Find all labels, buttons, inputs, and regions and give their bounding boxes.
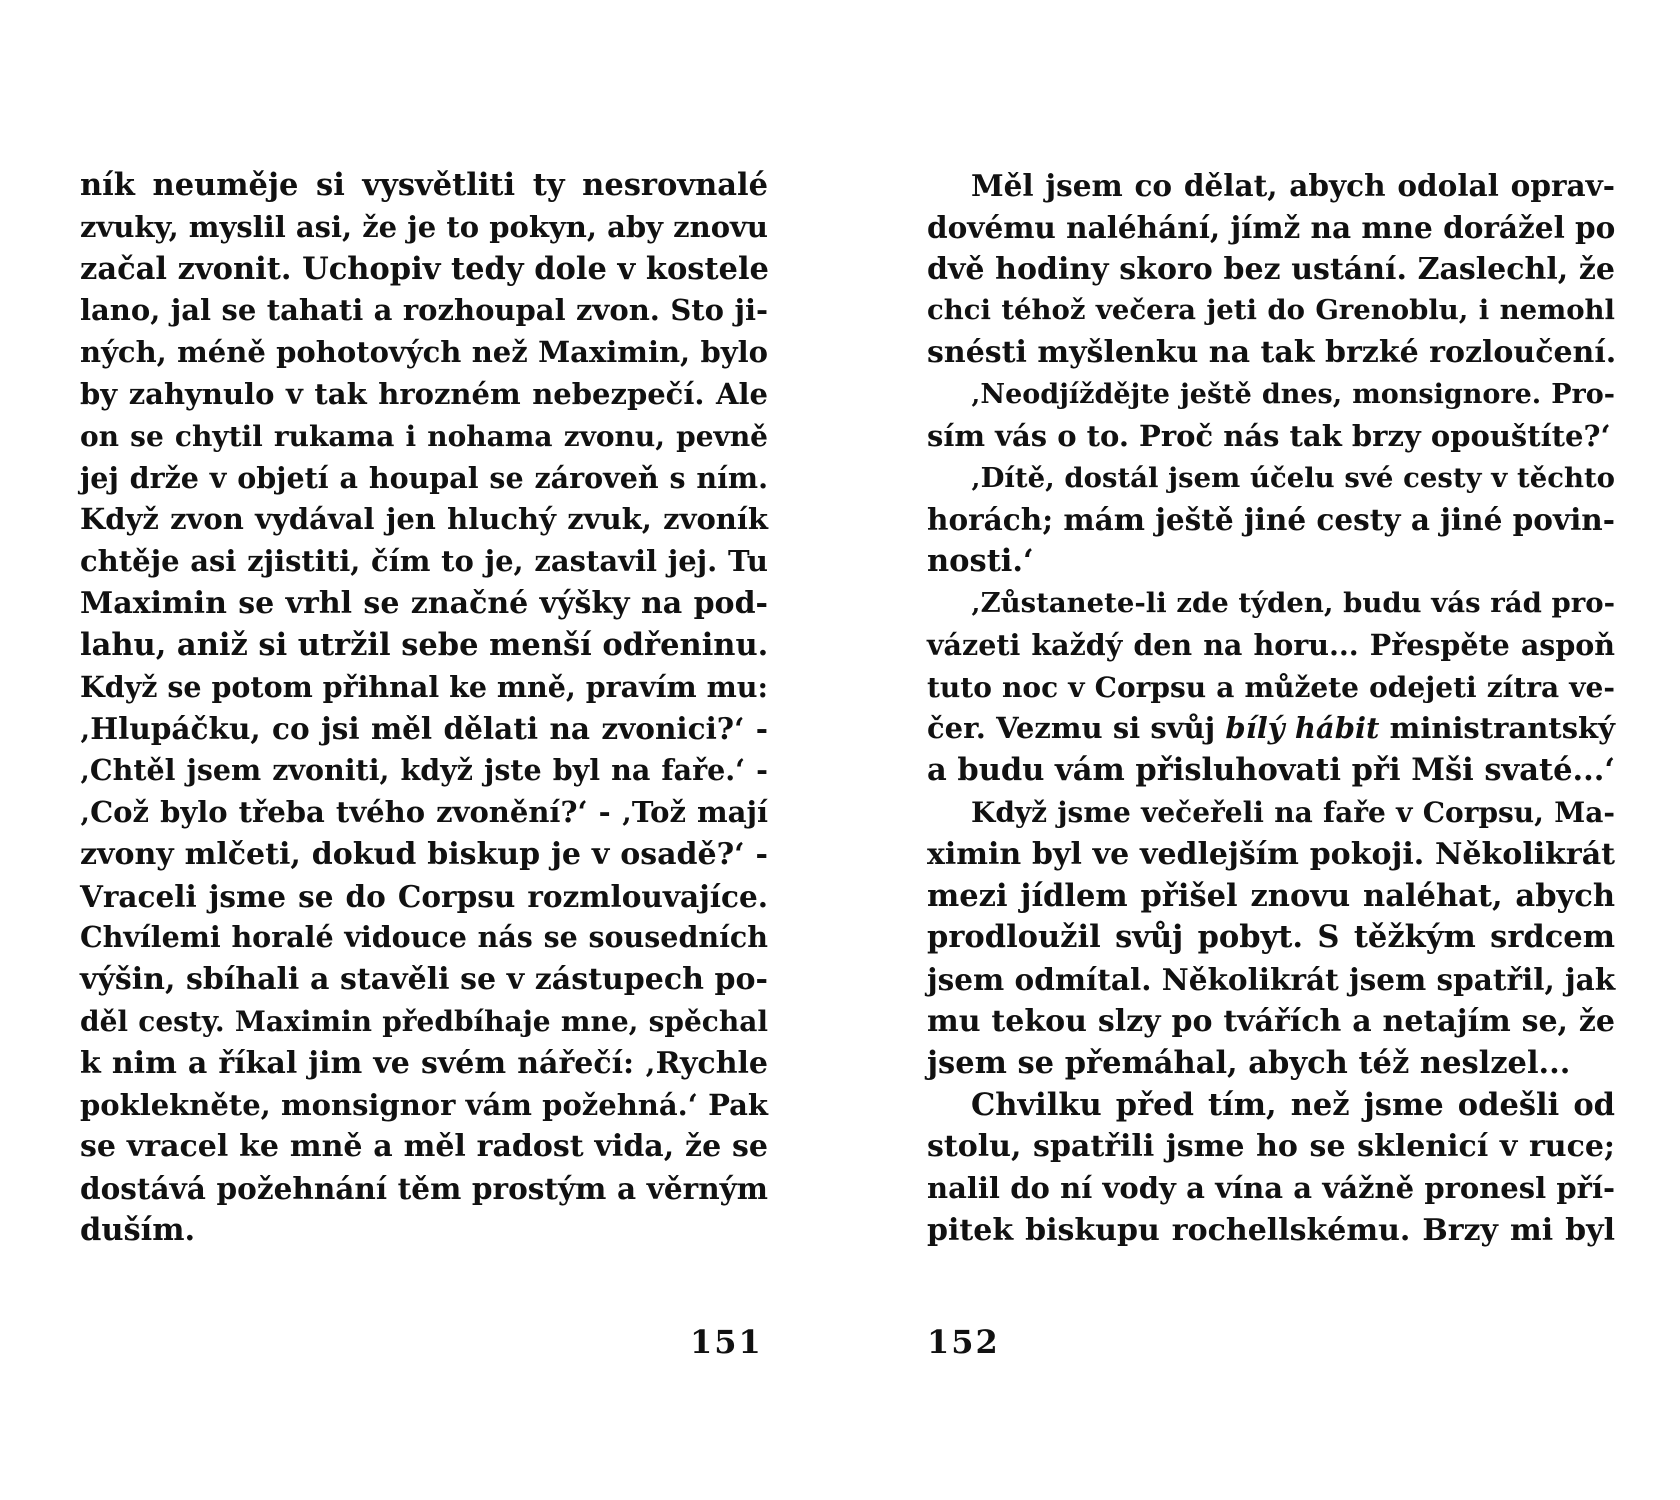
- text-line: nosti.‘: [927, 543, 1034, 580]
- text-line: Maximin se vrhl se značné výšky na pod-: [80, 585, 768, 621]
- text-line: jsem odmítal. Několikrát jsem spatřil, jak: [927, 962, 1616, 998]
- text-line: ‚Hlupáčku, co jsi měl dělati na zvonici?‘ -: [80, 711, 768, 747]
- text-line: dvě hodiny skoro bez ustání. Zaslechl, že: [927, 251, 1615, 287]
- text-line: výšin, sbíhali a stavěli se v zástupech po-: [80, 962, 768, 998]
- text-line: Chvilku před tím, než jsme odešli od: [971, 1086, 1615, 1123]
- text-line: ximin byl ve vedlejším pokoji. Několikrát: [927, 836, 1615, 872]
- text-line: sím vás o to. Proč nás tak brzy opouštíte?‘: [927, 418, 1611, 453]
- text-line: Když zvon vydával jen hluchý zvuk, zvoník: [80, 502, 768, 537]
- text-line: nalil do ní vody a vína a vážně pronesl pří-: [927, 1171, 1615, 1206]
- text-line: Když se potom přihnal ke mně, pravím mu:: [80, 669, 769, 704]
- text-line: zvuky, myslil asi, že je to pokyn, aby znovu: [80, 209, 768, 244]
- text-line: Chvílemi horalé vidouce nás se sousedních: [80, 920, 768, 955]
- left-page-text: [80, 165, 768, 1252]
- text-segment: ministrantský: [1379, 711, 1615, 746]
- text-line: zvony mlčeti, dokud biskup je v osadě?‘ -: [80, 836, 768, 872]
- text-line: se vracel ke mně a měl radost vida, že se: [80, 1129, 768, 1165]
- text-line: Když jsme večeřeli na faře v Corpsu, Ma-: [971, 795, 1615, 829]
- right-page-text: [927, 165, 1615, 1252]
- text-line: duším.: [80, 1211, 196, 1248]
- text-line: vázeti každý den na horu... Přespěte aspoň: [927, 627, 1615, 662]
- text-line: ‚Zůstanete-li zde týden, budu vás rád pro-: [971, 586, 1615, 619]
- right-page: [840, 0, 1680, 1500]
- text-segment: čer. Vezmu si svůj: [927, 711, 1226, 746]
- text-line: Měl jsem co dělat, abych odolal oprav-: [971, 168, 1615, 203]
- text-line: dovému naléhání, jímž na mne dorážel po: [927, 209, 1616, 245]
- text-line: chtěje asi zjistiti, čím to je, zastavil jej. Tu: [80, 544, 768, 579]
- text-line: pitek biskupu rochellskému. Brzy mi byl: [927, 1212, 1615, 1248]
- text-line: dostává požehnání těm prostým a věrným: [80, 1171, 768, 1207]
- text-line: mu tekou slzy po tvářích a netajím se, že: [927, 1003, 1615, 1039]
- text-line: tuto noc v Corpsu a můžete odejeti zítra ve-: [927, 670, 1615, 704]
- text-line: snésti myšlenku na tak brzké rozloučení.: [927, 335, 1617, 371]
- text-line: ‚Neodjíždějte ještě dnes, monsignore. Pro-: [971, 378, 1615, 410]
- text-line: jsem se přemáhal, abych též neslzel...: [927, 1044, 1571, 1081]
- text-line: ‚Což bylo třeba tvého zvonění?‘ - ‚Tož mají: [80, 794, 768, 829]
- text-line: ných, méně pohotových než Maximin, bylo: [80, 335, 768, 370]
- text-line: Vraceli jsme se do Corpsu rozmlouvajíce.: [80, 878, 768, 914]
- text-line: ‚Dítě, dostál jsem účelu své cesty v těchto: [971, 461, 1615, 494]
- text-line: lahu, aniž si utržil sebe menší odřeninu.: [80, 626, 769, 663]
- text-line: začal zvonit. Uchopiv tedy dole v kostele: [80, 250, 769, 287]
- text-line: k nim a říkal jim ve svém nářečí: ‚Rychle: [80, 1045, 768, 1081]
- text-line: děl cesty. Maximin předbíhaje mne, spěchal: [80, 1004, 768, 1038]
- page-number: 151: [690, 1323, 763, 1361]
- text-line: chci téhož večera jeti do Grenoblu, i nemohl: [927, 294, 1615, 327]
- text-line: on se chytil rukama i nohama zvonu, pevně: [80, 419, 768, 453]
- text-line: by zahynulo v tak hrozném nebezpečí. Ale: [80, 376, 768, 411]
- text-line: a budu vám přisluhovati při Mši svaté...‘: [927, 752, 1615, 789]
- text-line: stolu, spatřili jsme ho se sklenicí v ruce;: [927, 1129, 1615, 1165]
- italic-phrase: bílý hábit: [1225, 711, 1380, 746]
- text-line: mezi jídlem přišel znovu naléhat, abych: [927, 877, 1615, 914]
- text-line: prodloužil svůj pobyt. S těžkým srdcem: [927, 919, 1615, 956]
- page-number: 152: [927, 1323, 1000, 1361]
- text-line: poklekněte, monsignor vám požehná.‘ Pak: [80, 1087, 768, 1122]
- text-line-with-italic: [927, 708, 1615, 750]
- text-line: jej drže v objetí a houpal se zároveň s ním.: [80, 460, 768, 495]
- text-line: horách; mám ještě jiné cesty a jiné povin-: [927, 502, 1615, 538]
- text-line: ník neuměje si vysvětliti ty nesrovnalé: [80, 167, 768, 203]
- text-line: lano, jal se tahati a rozhoupal zvon. Sto ji-: [80, 293, 768, 328]
- text-line: ‚Chtěl jsem zvoniti, když jste byl na faře.‘ -: [80, 753, 768, 788]
